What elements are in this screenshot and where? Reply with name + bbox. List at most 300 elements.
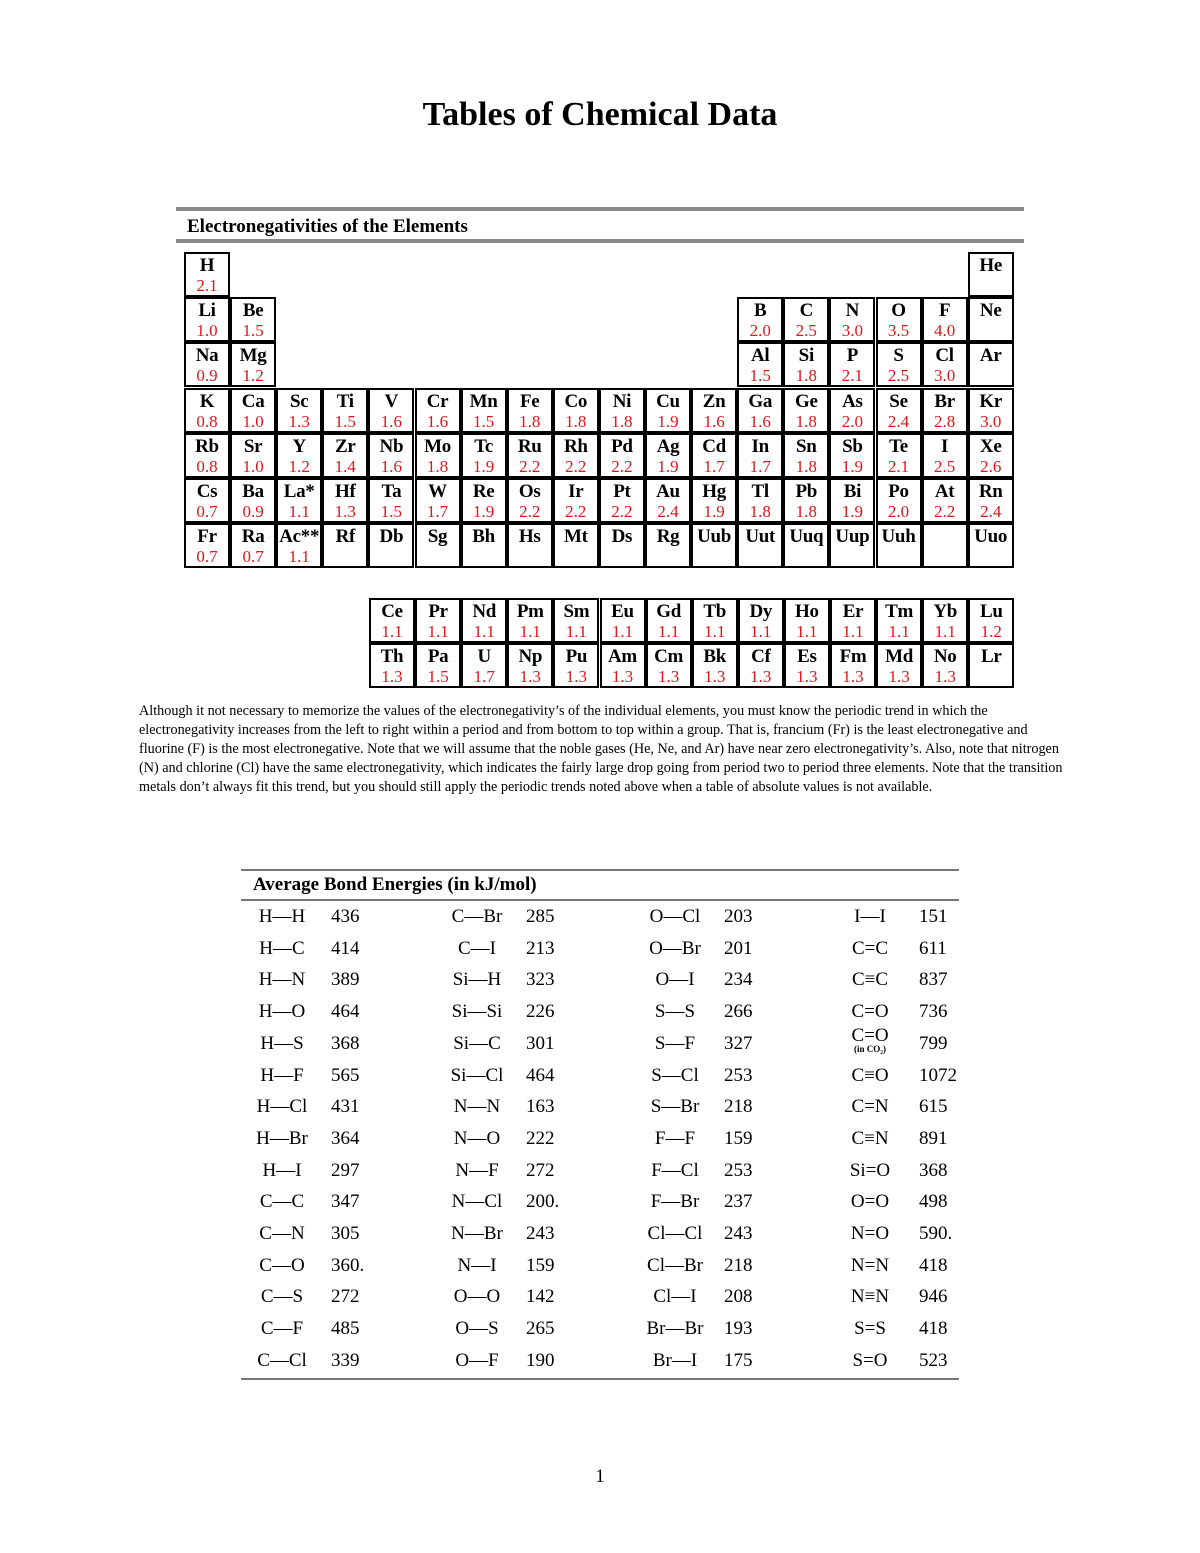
element-cell-hf xyxy=(322,478,368,523)
bond-energy-value: 368 xyxy=(331,1032,360,1054)
electronegativity-value: 1.5 xyxy=(334,411,356,431)
electronegativity-value: 1.1 xyxy=(288,502,310,521)
element-cell-p xyxy=(829,342,875,387)
element-cell-rb xyxy=(184,433,230,478)
bond-name: Cl—Cl xyxy=(647,1223,703,1244)
element-symbol: Be xyxy=(242,300,264,322)
bond-energy-value: 464 xyxy=(331,1001,360,1023)
element-symbol: Na xyxy=(195,345,219,367)
element-cell-f xyxy=(922,297,968,342)
bond-energy-value: 265 xyxy=(526,1318,555,1340)
bond-energy-value: 615 xyxy=(919,1096,948,1118)
element-cell-v xyxy=(368,388,414,433)
element-symbol: Pr xyxy=(428,601,448,622)
element-cell-no xyxy=(922,643,968,688)
bond-name: C—S xyxy=(260,1286,304,1308)
electronegativity-value: 1.8 xyxy=(565,411,587,431)
element-cell-as xyxy=(829,388,875,433)
electronegativity-value: 1.2 xyxy=(980,622,1002,641)
element-cell-i xyxy=(922,433,968,478)
element-cell-rf xyxy=(322,523,368,568)
electronegativity-value: 1.3 xyxy=(704,667,726,687)
element-symbol: Fr xyxy=(197,526,217,548)
electronegativity-value: 0.8 xyxy=(196,456,218,476)
bond-name: H—N xyxy=(258,969,306,991)
electronegativity-value: 1.3 xyxy=(519,667,541,687)
element-symbol: Sg xyxy=(427,526,448,548)
element-symbol: Am xyxy=(608,646,637,668)
element-cell-li xyxy=(184,297,230,342)
element-cell-yb xyxy=(922,598,968,643)
element-cell-eu xyxy=(600,598,646,643)
electronegativity-value: 2.4 xyxy=(887,411,910,431)
bond-energy-value: 142 xyxy=(526,1286,555,1308)
bond-energy-value: 175 xyxy=(724,1349,753,1371)
element-cell-pu xyxy=(553,643,599,688)
electronegativity-value: 1.8 xyxy=(611,411,633,431)
bond-name: C=N xyxy=(851,1096,889,1118)
bond-energy-value: 498 xyxy=(919,1191,948,1213)
electronegativity-value: 1.3 xyxy=(888,667,910,687)
bond-energy-value: 389 xyxy=(331,969,360,991)
bond-energy-value: 237 xyxy=(724,1191,753,1213)
bond-energy-value: 253 xyxy=(724,1064,753,1086)
bond-energy-value: 523 xyxy=(919,1349,948,1371)
bond-energy-value: 418 xyxy=(919,1318,948,1340)
element-cell-lr xyxy=(968,643,1014,688)
electronegativity-value: 1.7 xyxy=(426,502,449,521)
element-symbol: Li xyxy=(198,300,216,322)
bond-energy-value: 565 xyxy=(331,1064,360,1086)
bond-energy-value: 736 xyxy=(919,1001,948,1023)
element-symbol: Au xyxy=(656,481,680,502)
element-symbol: Ge xyxy=(794,390,818,412)
electronegativity-value: 1.2 xyxy=(242,366,264,386)
periodic-table xyxy=(0,0,1200,700)
bond-energy-value: 266 xyxy=(724,1001,753,1023)
bond-name: Si—Si xyxy=(451,1001,503,1023)
element-cell-n xyxy=(829,297,875,342)
electronegativity-heading: Electronegativities of the Elements xyxy=(187,216,468,237)
electronegativity-value: 3.0 xyxy=(933,366,956,386)
element-symbol: P xyxy=(846,345,859,367)
electronegativity-value: 0.7 xyxy=(196,502,218,521)
bond-name: S=O xyxy=(852,1349,888,1371)
electronegativity-value: 2.4 xyxy=(657,502,679,521)
bond-name: C=O xyxy=(851,1001,889,1023)
bond-energy-value: 1072 xyxy=(919,1064,957,1086)
electronegativity-value: 1.9 xyxy=(472,502,495,521)
element-symbol: I xyxy=(941,435,949,457)
bond-energy-value: 213 xyxy=(526,937,555,959)
electronegativity-value: 1.0 xyxy=(196,321,218,341)
bond-energy-value: 285 xyxy=(526,906,555,927)
element-symbol: Re xyxy=(472,481,495,502)
bond-name: H—F xyxy=(260,1064,304,1086)
electronegativity-value: 1.8 xyxy=(795,366,817,386)
element-cell-es xyxy=(784,643,830,688)
element-cell-er xyxy=(830,598,876,643)
element-symbol: Ds xyxy=(611,526,633,548)
electronegativity-value: 1.3 xyxy=(381,667,403,687)
electronegativity-value: 1.8 xyxy=(519,411,541,431)
element-symbol: Mn xyxy=(469,390,498,412)
element-symbol: Y xyxy=(292,435,306,457)
bond-name: Br—Br xyxy=(646,1318,704,1340)
element-cell-ds xyxy=(599,523,645,568)
element-cell-nb xyxy=(368,433,414,478)
element-cell-te xyxy=(876,433,922,478)
element-cell-bi xyxy=(829,478,875,523)
electronegativity-value: 1.1 xyxy=(519,622,541,641)
element-cell-ti xyxy=(322,388,368,433)
element-cell-tb xyxy=(692,598,738,643)
element-symbol: Sr xyxy=(243,435,263,457)
bond-energy-value: 272 xyxy=(331,1286,360,1308)
bond-name: O—S xyxy=(455,1318,499,1340)
electronegativity-value: 1.6 xyxy=(380,411,403,431)
element-cell-bh xyxy=(461,523,507,568)
element-cell-pr xyxy=(415,598,461,643)
bond-name: C—C xyxy=(259,1191,305,1213)
element-cell-cm xyxy=(646,643,692,688)
element-symbol: F xyxy=(938,300,951,322)
bond-name: F—Br xyxy=(650,1191,700,1213)
element-cell-sc xyxy=(276,388,322,433)
element-symbol: Sb xyxy=(842,435,863,457)
bond-qualifier: (in CO₂) xyxy=(854,1043,886,1054)
element-symbol: Hg xyxy=(702,481,726,502)
electronegativity-value: 1.5 xyxy=(427,667,449,687)
electronegativity-value: 1.7 xyxy=(473,667,495,687)
bond-energies-heading: Average Bond Energies (in kJ/mol) xyxy=(253,874,537,895)
electronegativity-value: 2.0 xyxy=(887,502,910,521)
element-cell-uuq xyxy=(783,523,829,568)
element-symbol: Uuq xyxy=(789,526,824,548)
element-symbol: Br xyxy=(934,390,955,412)
element-symbol: Db xyxy=(379,526,404,548)
element-symbol: Mo xyxy=(424,435,451,457)
element-symbol: Ta xyxy=(381,481,402,502)
element-symbol: C xyxy=(799,300,813,322)
bond-name: C≡N xyxy=(851,1127,889,1149)
element-symbol: No xyxy=(933,646,957,668)
element-cell-md xyxy=(876,643,922,688)
element-cell-zn xyxy=(691,388,737,433)
element-cell-uub xyxy=(691,523,737,568)
element-cell-ag xyxy=(645,433,691,478)
element-symbol: Lu xyxy=(979,601,1003,622)
element-symbol: Ti xyxy=(336,390,354,412)
electronegativity-value: 1.9 xyxy=(841,456,864,476)
element-symbol: Co xyxy=(564,390,588,412)
element-cell-pd xyxy=(599,433,645,478)
element-cell-sm xyxy=(553,598,599,643)
element-symbol: Al xyxy=(750,345,770,367)
element-cell-uuo xyxy=(968,523,1014,568)
bond-energy-value: 200. xyxy=(526,1191,560,1213)
element-symbol: Rh xyxy=(563,435,588,457)
element-cell-uuh xyxy=(876,523,922,568)
element-cell-ni xyxy=(599,388,645,433)
element-symbol: Rf xyxy=(335,526,356,548)
electronegativity-value: 1.9 xyxy=(657,456,679,476)
element-symbol: La* xyxy=(283,481,315,502)
element-cell-mn xyxy=(461,388,507,433)
electronegativity-value: 2.2 xyxy=(611,502,633,521)
element-cell-tl xyxy=(737,478,783,523)
element-symbol: Si xyxy=(798,345,814,367)
bond-energy-value: 234 xyxy=(724,969,753,991)
element-cell-po xyxy=(876,478,922,523)
element-symbol: K xyxy=(199,390,215,412)
element-symbol: Ne xyxy=(979,300,1002,322)
element-symbol: Bi xyxy=(843,481,862,502)
element-cell-os xyxy=(507,478,553,523)
element-cell-co xyxy=(553,388,599,433)
electronegativity-value: 2.2 xyxy=(519,502,541,521)
electronegativity-value: 2.2 xyxy=(565,456,587,476)
bond-name: O—Br xyxy=(649,937,701,959)
element-symbol: Nb xyxy=(379,435,404,457)
bond-name: H—S xyxy=(260,1032,304,1054)
electronegativity-value: 2.0 xyxy=(749,321,771,341)
element-cell-fe xyxy=(507,388,553,433)
element-symbol: Te xyxy=(889,435,908,457)
element-symbol: O xyxy=(891,300,906,322)
electronegativity-value: 1.1 xyxy=(842,622,864,641)
bond-energy-value: 799 xyxy=(919,1032,948,1054)
element-cell-gd xyxy=(646,598,692,643)
element-symbol: Sc xyxy=(289,390,309,412)
bond-energy-value: 151 xyxy=(919,906,948,927)
bond-name: N—Cl xyxy=(451,1191,503,1213)
electronegativity-value: 0.7 xyxy=(242,547,264,567)
bond-name: Si—Cl xyxy=(450,1064,504,1086)
element-cell-ga xyxy=(737,388,783,433)
electronegativity-value: 2.4 xyxy=(980,502,1002,521)
bond-energy-value: 431 xyxy=(331,1096,360,1118)
bond-energy-value: 327 xyxy=(724,1032,753,1054)
element-symbol: At xyxy=(934,481,955,502)
element-symbol: Ar xyxy=(979,345,1002,367)
element-cell-dy xyxy=(738,598,784,643)
bond-energy-value: 253 xyxy=(724,1159,753,1181)
element-symbol: Uuh xyxy=(881,526,916,548)
element-symbol: Zr xyxy=(335,435,356,457)
bond-energy-value: 159 xyxy=(526,1254,555,1276)
bond-name: S—S xyxy=(654,1001,696,1023)
electronegativity-value: 1.3 xyxy=(611,667,634,687)
electronegativity-value: 1.1 xyxy=(657,622,680,641)
bond-energy-value: 347 xyxy=(331,1191,360,1213)
element-cell-sr xyxy=(230,433,276,478)
bond-energy-value: 243 xyxy=(526,1223,555,1244)
element-symbol: Ni xyxy=(612,390,632,412)
electronegativity-value: 1.8 xyxy=(795,411,817,431)
element-cell-pa xyxy=(415,643,461,688)
element-symbol: Cs xyxy=(196,481,218,502)
electronegativity-value: 1.9 xyxy=(841,502,864,521)
bond-energy-value: 364 xyxy=(331,1127,360,1149)
electronegativity-value: 1.1 xyxy=(427,622,449,641)
electronegativity-value: 3.0 xyxy=(841,321,864,341)
element-cell-uup xyxy=(829,523,875,568)
bond-energy-value: 837 xyxy=(919,969,948,991)
element-symbol: Tb xyxy=(703,601,726,622)
electronegativity-value: 2.8 xyxy=(933,411,956,431)
element-cell-sg xyxy=(415,523,461,568)
element-symbol: Cd xyxy=(702,435,726,457)
electronegativity-value: 2.6 xyxy=(980,456,1002,476)
element-cell-ru xyxy=(507,433,553,478)
electronegativity-value: 1.9 xyxy=(657,411,679,431)
electronegativity-value: 1.1 xyxy=(288,547,310,567)
bond-energy-value: 485 xyxy=(331,1318,360,1340)
bond-name: S—Cl xyxy=(651,1064,699,1086)
electronegativity-value: 1.1 xyxy=(750,622,772,641)
bond-name: Si—H xyxy=(452,969,502,991)
bond-energy-value: 201 xyxy=(724,937,753,959)
element-symbol: Tc xyxy=(474,435,493,457)
element-symbol: Gd xyxy=(656,601,681,622)
electronegativity-value: 1.3 xyxy=(842,667,864,687)
element-cell-cl xyxy=(922,342,968,387)
element-symbol: Pt xyxy=(613,481,631,502)
bond-name: C=O (in CO₂) xyxy=(825,1027,915,1054)
bond-energy-value: 305 xyxy=(331,1223,360,1244)
element-symbol: Uut xyxy=(745,526,776,548)
bond-name: C≡C xyxy=(851,969,889,991)
bond-energy-value: 218 xyxy=(724,1254,753,1276)
element-cell-lu xyxy=(968,598,1014,643)
bond-table-bottom-rule xyxy=(241,1378,959,1380)
bond-name: H—H xyxy=(258,906,306,927)
bond-name: O—F xyxy=(455,1349,499,1371)
bond-energy-value: 272 xyxy=(526,1159,555,1181)
electronegativity-value: 1.6 xyxy=(703,411,725,431)
electronegativity-value: 1.6 xyxy=(380,456,403,476)
element-cell-in xyxy=(737,433,783,478)
element-symbol: W xyxy=(428,481,447,502)
element-symbol: Rb xyxy=(195,435,219,457)
electronegativity-value: 1.8 xyxy=(749,502,771,521)
electronegativity-value: 0.8 xyxy=(196,411,218,431)
element-cell-zr xyxy=(322,433,368,478)
electronegativity-value: 1.5 xyxy=(472,411,495,431)
bond-energy-value: 222 xyxy=(526,1127,555,1149)
element-cell-la xyxy=(276,478,322,523)
bond-name: N—N xyxy=(453,1096,501,1118)
bond-energy-value: 297 xyxy=(331,1159,360,1181)
electronegativity-value: 1.3 xyxy=(565,667,588,687)
page-number: 1 xyxy=(595,1466,605,1487)
element-cell-empty xyxy=(922,523,968,568)
bond-energy-value: 190 xyxy=(526,1349,555,1371)
element-symbol: Tl xyxy=(751,481,769,502)
element-symbol: Se xyxy=(889,390,908,412)
element-symbol: Hf xyxy=(335,481,356,502)
element-cell-u xyxy=(461,643,507,688)
element-symbol: Cu xyxy=(656,390,680,412)
element-symbol: In xyxy=(751,435,769,457)
element-cell-h xyxy=(184,252,230,297)
element-symbol: Cf xyxy=(751,646,771,668)
bond-name: C—I xyxy=(458,937,496,959)
element-symbol: Ca xyxy=(241,390,265,412)
element-symbol: As xyxy=(842,390,863,412)
bond-energy-value: 611 xyxy=(919,937,947,959)
element-cell-ce xyxy=(369,598,415,643)
element-cell-tm xyxy=(876,598,922,643)
electronegativity-value: 1.9 xyxy=(703,502,725,521)
bond-name: C=C xyxy=(851,937,889,959)
electronegativity-value: 1.4 xyxy=(334,456,356,476)
bond-name: O—I xyxy=(655,969,695,991)
bond-table-top-rule xyxy=(241,869,959,871)
electronegativity-value: 2.2 xyxy=(933,502,956,521)
bond-name: C—N xyxy=(259,1223,305,1244)
element-symbol: Xe xyxy=(979,435,1002,457)
element-symbol: Ho xyxy=(795,601,819,622)
element-symbol: Ce xyxy=(381,601,403,622)
electronegativity-value: 1.8 xyxy=(795,502,817,521)
bond-name: H—C xyxy=(259,937,305,959)
bond-energy-value: 163 xyxy=(526,1096,555,1118)
element-cell-at xyxy=(922,478,968,523)
electronegativity-value: 3.5 xyxy=(887,321,910,341)
electronegativity-value: 1.3 xyxy=(334,502,356,521)
element-symbol: Pb xyxy=(795,481,818,502)
element-cell-o xyxy=(876,297,922,342)
element-cell-he xyxy=(968,252,1014,297)
element-cell-cu xyxy=(645,388,691,433)
element-cell-rh xyxy=(553,433,599,478)
element-cell-sb xyxy=(829,433,875,478)
electronegativity-value: 2.2 xyxy=(519,456,541,476)
bond-name: N=O xyxy=(850,1223,890,1244)
bond-name: H—Br xyxy=(256,1127,308,1149)
electronegativity-value: 0.9 xyxy=(196,366,218,386)
element-cell-pm xyxy=(507,598,553,643)
electronegativity-value: 1.3 xyxy=(934,667,956,687)
element-cell-am xyxy=(600,643,646,688)
electronegativity-value: 0.9 xyxy=(242,502,264,521)
element-symbol: Ra xyxy=(241,526,265,548)
element-cell-k xyxy=(184,388,230,433)
element-symbol: Ac** xyxy=(279,526,320,548)
element-symbol: Pd xyxy=(611,435,633,457)
bond-name: N—F xyxy=(455,1159,499,1181)
bond-name: H—Cl xyxy=(256,1096,308,1118)
element-cell-se xyxy=(876,388,922,433)
bond-name: N=N xyxy=(850,1254,890,1276)
electronegativity-value: 1.3 xyxy=(657,667,680,687)
element-symbol: Pu xyxy=(565,646,588,668)
element-symbol: Os xyxy=(518,481,541,502)
element-cell-ge xyxy=(783,388,829,433)
element-cell-mg xyxy=(230,342,276,387)
bond-name: Br—I xyxy=(652,1349,698,1371)
bond-energy-value: 243 xyxy=(724,1223,753,1244)
element-symbol: Eu xyxy=(611,601,634,622)
bond-energy-value: 226 xyxy=(526,1001,555,1023)
element-symbol: U xyxy=(477,646,491,668)
electronegativity-value: 1.1 xyxy=(473,622,495,641)
electronegativity-value: 1.1 xyxy=(934,622,956,641)
element-symbol: Po xyxy=(888,481,909,502)
electronegativity-value: 1.1 xyxy=(611,622,634,641)
